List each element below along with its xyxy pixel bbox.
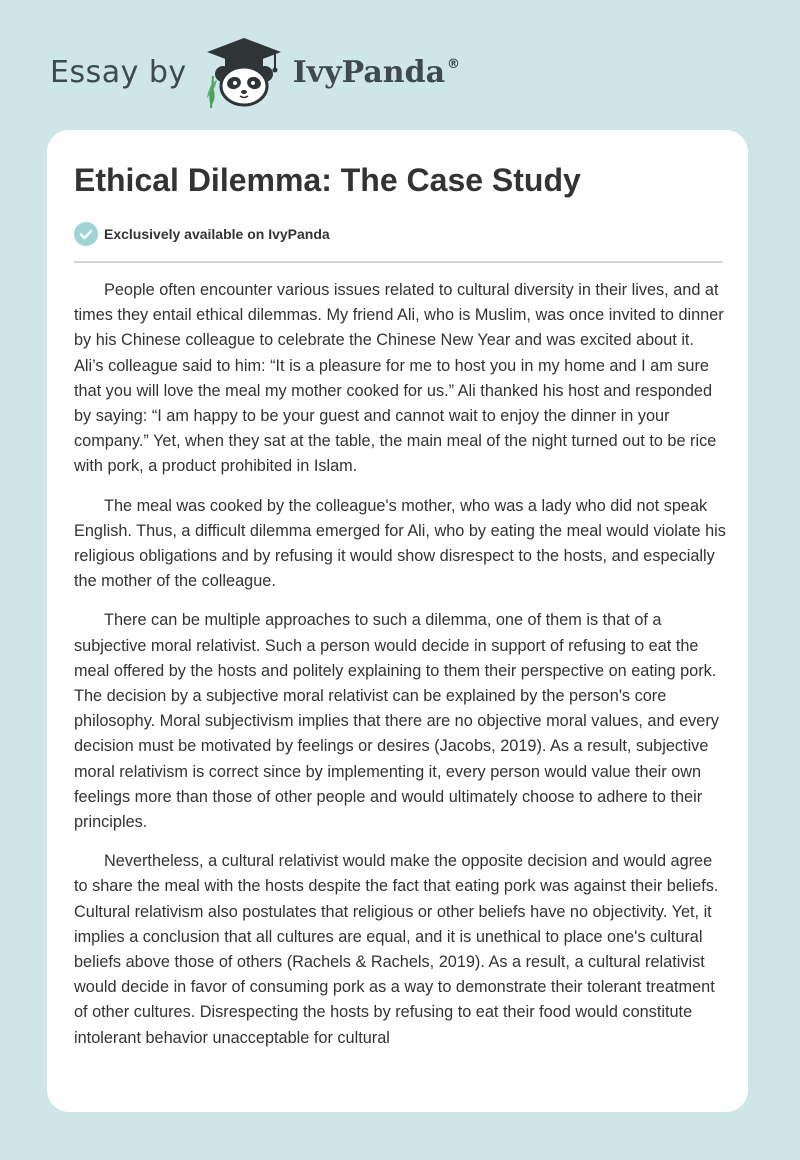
title-divider bbox=[74, 261, 723, 263]
essay-card bbox=[47, 130, 748, 1112]
essay-body bbox=[74, 278, 727, 1065]
essay-paragraph-3: There can be multiple approaches to such a dilemma, one of them is that of a subjective moral relativist. Such a person would decide in support of refusing to eat the meal offered by the hosts and politely explaining to them their perspective on eating pork. The decision by a subjective moral relativist can be explained by the person's core philosophy. Moral subjectivism implies that there are no objective moral values, and every decision must be motivated by feelings or desires (Jacobs, 2019). As a result, subjective moral relativism is correct since by implementing it, every person would value their own feelings more than those of other people and would ultimately choose to adhere to their principles. bbox=[74, 611, 719, 832]
check-circle-icon bbox=[74, 222, 98, 246]
brand-registered-mark: ® bbox=[447, 56, 461, 72]
site-header-brand[interactable] bbox=[50, 36, 460, 108]
exclusive-badge bbox=[74, 222, 330, 246]
brand-name-text: IvyPanda bbox=[292, 54, 446, 90]
essay-paragraph-1: People often encounter various issues related to cultural diversity in their lives, and at times they entail ethical dilemmas. My friend Ali, who is Muslim, was once invited to dinner by his Chinese colleague to celebrate the Chinese New Year and was excited about it. Ali’s colleague said to him: “It is a pleasure for me to host you in my home and I am sure that you will love the meal my mother cooked for us.” Ali thanked his host and responded by saying: “I am happy to be your guest and cannot wait to enjoy the dinner in your company.” Yet, when they sat at the table, the main meal of the night turned out to be rice with pork, a product prohibited in Islam. bbox=[74, 281, 724, 476]
panda-graduate-logo-icon bbox=[201, 36, 287, 108]
essay-paragraph-2: The meal was cooked by the colleague's mother, who was a lady who did not speak English. Thus, a difficult dilemma emerged for Ali, who by eating the meal would violate his religious obligations and by refusing it would show disrespect to the hosts, and especially the mother of the colleague. bbox=[74, 496, 726, 591]
essay-paragraph-4: Nevertheless, a cultural relativist would make the opposite decision and would agree to share the meal with the hosts despite the fact that eating pork was against their beliefs. Cultural relativism also postulates that religious or other beliefs have no objectivity. Yet, it implies a conclusion that all cultures are equal, and it is unethical to place one's cultural beliefs above those of others (Rachels & Rachels, 2019). As a result, a cultural relativist would decide in favor of consuming pork as a way to demonstrate their tolerant treatment of other cultures. Disrespecting the hosts by refusing to eat their food would constitute intolerant behavior unacceptable for cultural bbox=[74, 852, 719, 1047]
essay-title: Ethical Dilemma: The Case Study bbox=[74, 162, 581, 198]
brand-name bbox=[293, 55, 460, 90]
exclusive-badge-label: Exclusively available on IvyPanda bbox=[104, 226, 330, 242]
brand-prefix: Essay by bbox=[50, 54, 187, 90]
